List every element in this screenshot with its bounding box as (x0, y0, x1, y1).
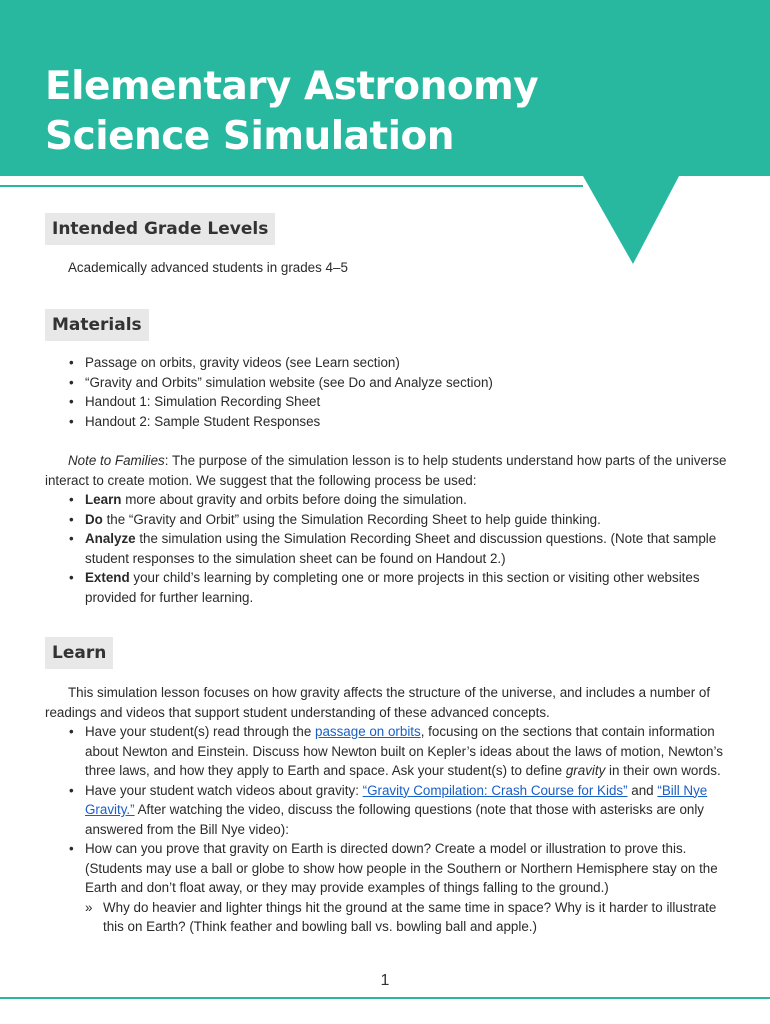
learn-list (67, 722, 730, 937)
materials-list (67, 353, 747, 431)
step-text: more about gravity and orbits before doing the simulation. (121, 492, 467, 507)
process-steps (67, 490, 730, 607)
materials-item: • Handout 2: Sample Student Responses (67, 412, 747, 432)
step-text: the “Gravity and Orbit” using the Simulation Recording Sheet to help guide thinking. (102, 511, 601, 527)
materials-heading: Materials (45, 309, 149, 341)
step-text: the simulation using the Simulation Recording Sheet and discussion questions. (Note that sample student responses to the simulation sheet can be found on Handout 2.) (85, 531, 717, 566)
step-label: Extend (85, 570, 130, 585)
learn-item (67, 839, 730, 937)
materials-item: • Passage on orbits, gravity videos (see Learn section) (67, 353, 747, 373)
step-label: Do (85, 511, 103, 527)
step-label: Analyze (85, 531, 136, 546)
learn-body (45, 683, 730, 937)
learn-heading: Learn (45, 637, 113, 669)
learn-sublist (85, 898, 730, 937)
step-extend (67, 568, 730, 607)
crash-course-video-link[interactable]: “Gravity Compilation: Crash Course for Kids” (362, 782, 628, 798)
learn-item (67, 781, 730, 840)
learn-item-text: Have your student(s) read through the (85, 724, 316, 739)
learn-intro: This simulation lesson focuses on how gravity affects the structure of the universe, and includes a number of readings and videos that support student understanding of these advanced concepts. (45, 685, 711, 720)
bill-nye-video-link[interactable]: “Bill Nye Gravity.” (85, 782, 708, 817)
footer-rule (0, 997, 770, 999)
note-intro-text: : The purpose of the simulation lesson is to help students understand how parts of the universe interact to create motion. We suggest that the following process be used: (45, 453, 727, 488)
step-analyze (67, 529, 730, 568)
title-line-2: Science Simulation (45, 114, 455, 159)
step-do (67, 510, 730, 530)
page-title (45, 62, 538, 162)
learn-item-text: Have your student watch videos about gravity: (85, 782, 363, 798)
passage-on-orbits-link[interactable]: passage on orbits (315, 724, 421, 739)
learn-item-text: and (627, 782, 658, 798)
learn-item-text: How can you prove that gravity on Earth is directed down? Create a model or illustration to prove this. (Students may use a ball or globe to show how people in the Southern or Northern Hemisphere stay on the Earth and don’t float away, or they may provide examples of things falling to the ground.) (85, 841, 718, 895)
learn-item-text: , focusing on the sections that contain information about Newton and Einstein. Discuss how Newton built on Kepler’s ideas about the laws of motion, Newton’s three laws, and how they apply to Earth and space. Ask your student(s) to define (85, 724, 723, 778)
gravity-term: gravity (565, 763, 606, 778)
materials-list-block (67, 353, 747, 431)
materials-item: • “Gravity and Orbits” simulation website (see Do and Analyze section) (67, 373, 747, 393)
page-number: 1 (380, 972, 390, 989)
learn-item-text: After watching the video, discuss the following questions (note that those with asterisks are only answered from the Bill Nye video): (85, 802, 705, 837)
step-learn (67, 490, 730, 510)
title-line-1: Elementary Astronomy (45, 64, 539, 109)
step-label: Learn (85, 492, 122, 507)
learn-subitem: » Why do heavier and lighter things hit the ground at the same time in space? Why is it harder to illustrate this on Earth? (Think feather and bowling ball vs. bowling ball and apple.) (85, 898, 730, 937)
note-to-families (45, 451, 730, 607)
learn-item (67, 722, 730, 781)
header-rule (0, 176, 583, 188)
grade-levels-heading: Intended Grade Levels (45, 213, 275, 245)
grade-levels-text: Academically advanced students in grades 4–5 (68, 260, 348, 275)
note-intro (45, 451, 730, 490)
step-text: your child’s learning by completing one or more projects in this section or visiting other websites provided for further learning. (85, 570, 700, 605)
header-pennant (583, 176, 679, 266)
materials-item: • Handout 1: Simulation Recording Sheet (67, 392, 747, 412)
note-label: Note to Families (68, 453, 165, 468)
learn-item-text: in their own words. (605, 763, 721, 778)
